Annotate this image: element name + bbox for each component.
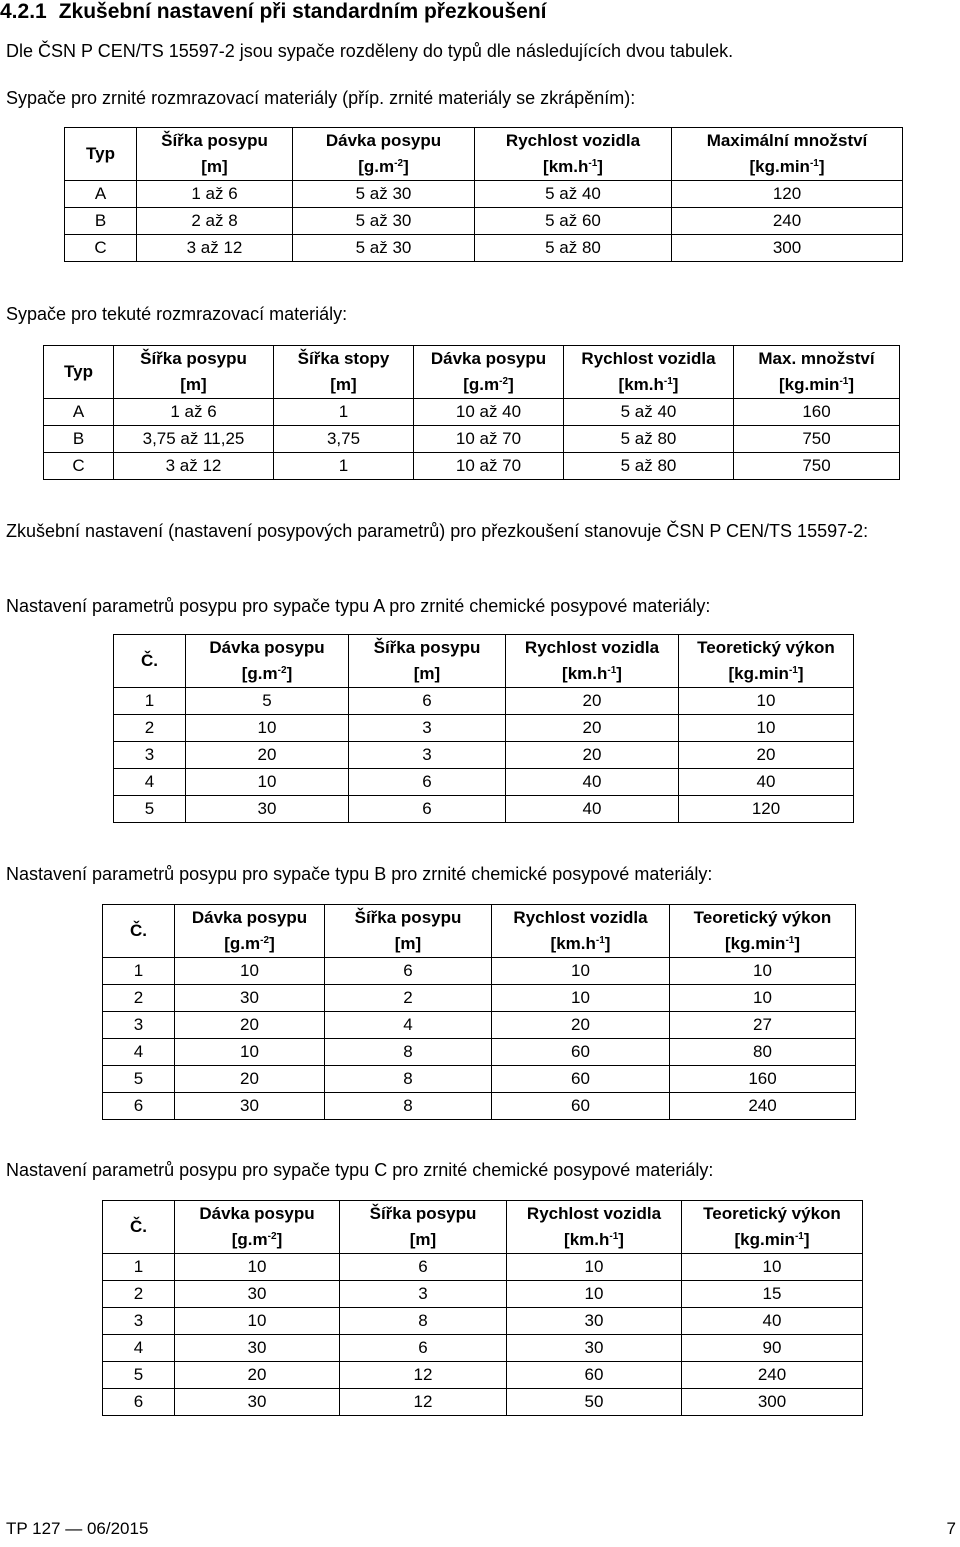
table-cell: 10 <box>682 1254 863 1281</box>
column-header <box>103 1201 175 1254</box>
table-cell: 12 <box>340 1389 507 1416</box>
table-cell: 5 až 40 <box>564 399 734 426</box>
table-row <box>103 1362 863 1389</box>
table-cell: 60 <box>507 1362 682 1389</box>
table-cell: 3,75 <box>274 426 414 453</box>
column-header-unit: [km.h <box>618 375 664 394</box>
column-header-unit: [g.m <box>224 934 261 953</box>
unit-bracket: ] <box>672 375 679 394</box>
header-row <box>44 346 900 399</box>
column-header-unit: [m] <box>394 934 422 953</box>
unit-bracket: ] <box>269 934 275 953</box>
table-cell: 300 <box>682 1389 863 1416</box>
column-header-unit: [km.h <box>543 157 589 176</box>
table-cell: 1 <box>274 453 414 480</box>
table-cell: 750 <box>734 426 900 453</box>
column-header <box>325 905 492 958</box>
table-cell: 10 <box>507 1281 682 1308</box>
table-cell: 5 až 80 <box>564 453 734 480</box>
column-header-title: Šířka posypu <box>161 131 268 150</box>
table-cell: 5 až 30 <box>293 235 475 262</box>
table-cell: 5 <box>186 688 349 715</box>
table-cell: 4 <box>325 1012 492 1039</box>
table-cell: C <box>44 453 114 480</box>
column-header <box>414 346 564 399</box>
table-cell: 30 <box>175 1335 340 1362</box>
table-cell: 20 <box>186 742 349 769</box>
table-cell: 240 <box>682 1362 863 1389</box>
column-header-unit: [g.m <box>463 375 500 394</box>
unit-bracket: ] <box>597 157 603 176</box>
table-cell: 6 <box>103 1093 175 1120</box>
table-cell: 20 <box>492 1012 670 1039</box>
column-header-title: Č. <box>130 1217 147 1236</box>
column-header-title: Maximální množství <box>706 131 868 150</box>
liquid-intro: Sypače pro tekuté rozmrazovací materiály: <box>6 304 348 324</box>
column-header-title: Šířka posypu <box>354 908 462 927</box>
column-header-title: Typ <box>86 144 115 163</box>
column-header <box>114 346 274 399</box>
table-cell: 12 <box>340 1362 507 1389</box>
table-cell: 8 <box>340 1308 507 1335</box>
section-number: 4.2.1 <box>0 0 47 23</box>
unit-exponent: -1 <box>588 158 598 169</box>
header-row <box>65 128 903 181</box>
table-cell: 6 <box>349 688 506 715</box>
table-cell: 2 až 8 <box>137 208 293 235</box>
table-cell: 10 <box>175 1308 340 1335</box>
table-cell: 2 <box>103 1281 175 1308</box>
unit-exponent: -1 <box>794 1231 804 1242</box>
table-row <box>65 235 903 262</box>
table-cell: 240 <box>672 208 903 235</box>
table-cell: 3 <box>103 1012 175 1039</box>
table-cell: 2 <box>325 985 492 1012</box>
table-cell: 2 <box>103 985 175 1012</box>
column-header-unit: [m] <box>330 375 357 394</box>
table-cell: 5 <box>103 1362 175 1389</box>
table-cell: 6 <box>349 769 506 796</box>
column-header-title: Rychlost vozidla <box>513 908 648 927</box>
column-header-title: Rychlost vozidla <box>524 638 660 657</box>
table-cell: 30 <box>175 1389 340 1416</box>
table-cell: 20 <box>506 742 679 769</box>
unit-bracket: ] <box>508 375 514 394</box>
table-cell: 10 <box>670 985 856 1012</box>
granular-spreader-table <box>64 127 903 262</box>
table-cell: 4 <box>103 1039 175 1066</box>
unit-exponent: -1 <box>607 665 617 676</box>
table-cell: 1 <box>114 688 186 715</box>
table-cell: 60 <box>492 1093 670 1120</box>
table-cell: 10 <box>492 985 670 1012</box>
column-header-title: Rychlost vozidla <box>505 131 641 150</box>
unit-bracket: ] <box>403 157 409 176</box>
table-row <box>103 1308 863 1335</box>
unit-exponent: -1 <box>785 935 795 946</box>
table-cell: 300 <box>672 235 903 262</box>
table-cell: 160 <box>670 1066 856 1093</box>
table-cell: 8 <box>325 1039 492 1066</box>
table-cell: 6 <box>340 1254 507 1281</box>
table-cell: 6 <box>325 958 492 985</box>
table-cell: 4 <box>103 1335 175 1362</box>
table-cell: 30 <box>175 985 325 1012</box>
table-row <box>103 1039 856 1066</box>
table-cell: 160 <box>734 399 900 426</box>
table-row <box>114 769 854 796</box>
table-cell: 10 <box>175 1039 325 1066</box>
column-header-title: Max. množství <box>758 349 875 368</box>
table-cell: 8 <box>325 1093 492 1120</box>
column-header <box>475 128 672 181</box>
table-cell: 40 <box>506 796 679 823</box>
column-header <box>679 635 854 688</box>
table-row <box>114 688 854 715</box>
table-cell: 20 <box>506 715 679 742</box>
unit-bracket: ] <box>848 375 855 394</box>
column-header-title: Rychlost vozidla <box>526 1204 662 1223</box>
unit-bracket: ] <box>286 664 293 683</box>
type-c-settings-table <box>102 1200 863 1416</box>
unit-exponent: -1 <box>839 376 849 387</box>
table-cell: 240 <box>670 1093 856 1120</box>
column-header-unit: [g.m <box>231 1230 268 1249</box>
table-row <box>44 399 900 426</box>
table-row <box>114 796 854 823</box>
unit-exponent: -1 <box>663 376 673 387</box>
type-b-settings-table <box>102 904 856 1120</box>
page-number: 7 <box>946 1519 956 1538</box>
table-row <box>103 985 856 1012</box>
column-header-title: Šířka posypu <box>369 1204 477 1223</box>
table-cell: 120 <box>679 796 854 823</box>
table-cell: 10 <box>507 1254 682 1281</box>
table-cell: 10 <box>679 688 854 715</box>
column-header <box>274 346 414 399</box>
table-cell: 5 až 60 <box>475 208 672 235</box>
table-cell: 3 <box>114 742 186 769</box>
table-row <box>114 715 854 742</box>
liquid-spreader-table <box>43 345 900 480</box>
table-cell: 5 <box>103 1066 175 1093</box>
unit-exponent: -1 <box>595 935 605 946</box>
table-cell: 1 až 6 <box>114 399 274 426</box>
column-header-unit: [km.h <box>564 1230 610 1249</box>
test-settings-paragraph: Zkušební nastavení (nastavení posypových parametrů) pro přezkoušení stanovuje ČSN P CEN/TS 15597-2: <box>6 521 869 541</box>
column-header-unit: [m] <box>413 664 441 683</box>
table-cell: 3 <box>349 715 506 742</box>
column-header-title: Šířka stopy <box>297 349 390 368</box>
table-cell: 10 <box>175 1254 340 1281</box>
column-header-title: Dávka posypu <box>191 908 308 927</box>
table-cell: A <box>65 181 137 208</box>
header-row <box>103 905 856 958</box>
table-cell: 20 <box>175 1012 325 1039</box>
table-cell: 20 <box>679 742 854 769</box>
table-cell: 30 <box>175 1281 340 1308</box>
table-cell: 90 <box>682 1335 863 1362</box>
unit-exponent: -2 <box>267 1231 277 1242</box>
table-cell: 60 <box>492 1066 670 1093</box>
table-cell: 15 <box>682 1281 863 1308</box>
table-cell: B <box>65 208 137 235</box>
table-cell: 10 až 70 <box>414 426 564 453</box>
section-heading <box>0 0 547 24</box>
unit-bracket: ] <box>604 934 611 953</box>
type-b-intro: Nastavení parametrů posypu pro sypače typu B pro zrnité chemické posypové materiály: <box>6 864 713 884</box>
table-cell: 3 <box>103 1308 175 1335</box>
column-header-title: Č. <box>130 921 147 940</box>
table-row <box>103 1389 863 1416</box>
column-header-unit: [kg.min <box>778 375 840 394</box>
table-cell: 10 <box>186 769 349 796</box>
table-cell: 40 <box>679 769 854 796</box>
table-cell: 2 <box>114 715 186 742</box>
column-header <box>65 128 137 181</box>
table-cell: 6 <box>103 1389 175 1416</box>
table-row <box>44 426 900 453</box>
column-header-title: Teoretický výkon <box>703 1204 841 1223</box>
table-cell: 1 <box>103 958 175 985</box>
column-header-title: Dávka posypu <box>325 131 442 150</box>
unit-exponent: -2 <box>499 376 509 387</box>
granular-intro: Sypače pro zrnité rozmrazovací materiály (příp. zrnité materiály se zkrápěním): <box>6 88 636 108</box>
table-cell: 6 <box>349 796 506 823</box>
table-cell: 10 až 70 <box>414 453 564 480</box>
table-cell: 3,75 až 11,25 <box>114 426 274 453</box>
unit-exponent: -1 <box>788 665 798 676</box>
column-header <box>506 635 679 688</box>
table-row <box>103 1093 856 1120</box>
table-row <box>103 958 856 985</box>
column-header <box>186 635 349 688</box>
column-header <box>175 1201 340 1254</box>
table-cell: 1 <box>274 399 414 426</box>
header-row <box>103 1201 863 1254</box>
table-cell: 30 <box>507 1335 682 1362</box>
unit-exponent: -2 <box>394 158 404 169</box>
table-cell: 20 <box>175 1066 325 1093</box>
table-row <box>44 453 900 480</box>
column-header <box>349 635 506 688</box>
column-header <box>340 1201 507 1254</box>
column-header-unit: [kg.min <box>728 664 789 683</box>
table-row <box>65 208 903 235</box>
table-cell: 3 <box>340 1281 507 1308</box>
table-cell: 1 <box>103 1254 175 1281</box>
column-header-title: Dávka posypu <box>199 1204 315 1223</box>
table-cell: 5 až 30 <box>293 208 475 235</box>
column-header-title: Teoretický výkon <box>693 908 832 927</box>
unit-bracket: ] <box>797 664 804 683</box>
column-header-unit: [m] <box>409 1230 437 1249</box>
table-cell: 5 <box>114 796 186 823</box>
table-cell: 3 až 12 <box>114 453 274 480</box>
column-header-title: Dávka posypu <box>209 638 325 657</box>
unit-exponent: -1 <box>609 1231 619 1242</box>
column-header <box>564 346 734 399</box>
type-c-intro: Nastavení parametrů posypu pro sypače typu C pro zrnité chemické posypové materiály: <box>6 1160 714 1180</box>
column-header <box>103 905 175 958</box>
table-row <box>103 1254 863 1281</box>
column-header-title: Dávka posypu <box>430 349 547 368</box>
column-header-unit: [kg.min <box>724 934 786 953</box>
column-header <box>670 905 856 958</box>
table-cell: 5 až 80 <box>564 426 734 453</box>
table-cell: 8 <box>325 1066 492 1093</box>
table-cell: 750 <box>734 453 900 480</box>
unit-exponent: -1 <box>809 158 819 169</box>
table-cell: 10 <box>670 958 856 985</box>
intro-paragraph: Dle ČSN P CEN/TS 15597-2 jsou sypače rozděleny do typů dle následujících dvou tabulek. <box>6 41 734 61</box>
table-cell: A <box>44 399 114 426</box>
unit-bracket: ] <box>616 664 622 683</box>
column-header-unit: [m] <box>201 157 228 176</box>
table-cell: 20 <box>175 1362 340 1389</box>
column-header-unit: [km.h <box>562 664 608 683</box>
table-row <box>103 1281 863 1308</box>
table-cell: 10 <box>175 958 325 985</box>
table-cell: 30 <box>175 1093 325 1120</box>
column-header <box>293 128 475 181</box>
table-cell: 60 <box>492 1039 670 1066</box>
table-row <box>103 1066 856 1093</box>
column-header <box>492 905 670 958</box>
unit-exponent: -2 <box>260 935 270 946</box>
table-cell: 20 <box>506 688 679 715</box>
table-cell: 50 <box>507 1389 682 1416</box>
table-cell: 10 až 40 <box>414 399 564 426</box>
table-cell: 10 <box>186 715 349 742</box>
column-header <box>507 1201 682 1254</box>
table-row <box>103 1335 863 1362</box>
column-header <box>672 128 903 181</box>
header-row <box>114 635 854 688</box>
column-header-title: Teoretický výkon <box>697 638 835 657</box>
column-header <box>114 635 186 688</box>
column-header <box>137 128 293 181</box>
table-row <box>114 742 854 769</box>
column-header-title: Rychlost vozidla <box>581 349 716 368</box>
unit-bracket: ] <box>803 1230 810 1249</box>
type-a-settings-table <box>113 634 854 823</box>
footer-document-id: TP 127 — 06/2015 <box>6 1519 149 1538</box>
table-cell: 5 až 30 <box>293 181 475 208</box>
table-cell: 120 <box>672 181 903 208</box>
column-header <box>175 905 325 958</box>
column-header-title: Č. <box>141 651 158 670</box>
table-cell: 1 až 6 <box>137 181 293 208</box>
unit-bracket: ] <box>794 934 801 953</box>
table-cell: B <box>44 426 114 453</box>
column-header <box>44 346 114 399</box>
unit-exponent: -2 <box>277 665 287 676</box>
column-header-unit: [km.h <box>550 934 596 953</box>
table-cell: 30 <box>186 796 349 823</box>
table-cell: 4 <box>114 769 186 796</box>
column-header-unit: [g.m <box>358 157 395 176</box>
column-header <box>734 346 900 399</box>
unit-bracket: ] <box>818 157 825 176</box>
table-cell: 3 až 12 <box>137 235 293 262</box>
table-cell: 6 <box>340 1335 507 1362</box>
column-header-unit: [kg.min <box>749 157 810 176</box>
table-cell: C <box>65 235 137 262</box>
table-row <box>65 181 903 208</box>
column-header-title: Šířka posypu <box>140 349 247 368</box>
unit-bracket: ] <box>276 1230 283 1249</box>
column-header-title: Typ <box>64 362 93 381</box>
table-cell: 5 až 80 <box>475 235 672 262</box>
unit-bracket: ] <box>618 1230 624 1249</box>
column-header-unit: [g.m <box>241 664 278 683</box>
table-row <box>103 1012 856 1039</box>
column-header-unit: [kg.min <box>734 1230 795 1249</box>
table-cell: 10 <box>679 715 854 742</box>
section-title: Zkušební nastavení při standardním přezkoušení <box>58 0 547 23</box>
type-a-intro: Nastavení parametrů posypu pro sypače typu A pro zrnité chemické posypové materiály: <box>6 596 711 616</box>
table-cell: 30 <box>507 1308 682 1335</box>
table-cell: 10 <box>492 958 670 985</box>
column-header-title: Šířka posypu <box>373 638 481 657</box>
table-cell: 40 <box>506 769 679 796</box>
column-header-unit: [m] <box>180 375 207 394</box>
column-header <box>682 1201 863 1254</box>
table-cell: 27 <box>670 1012 856 1039</box>
table-cell: 40 <box>682 1308 863 1335</box>
table-cell: 5 až 40 <box>475 181 672 208</box>
table-cell: 3 <box>349 742 506 769</box>
table-cell: 80 <box>670 1039 856 1066</box>
